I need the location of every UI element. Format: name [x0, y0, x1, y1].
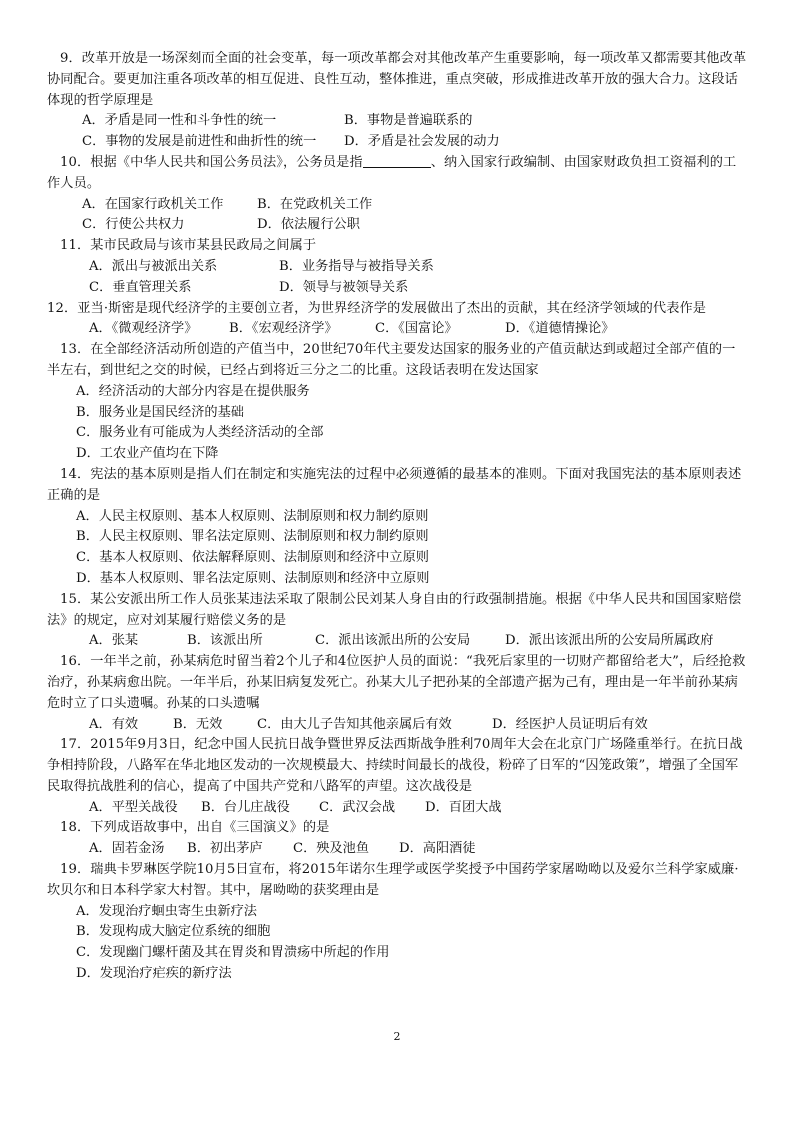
question-stem: 17．2015年9月3日，纪念中国人民抗日战争暨世界反法西斯战争胜利70周年大会在北京门广场隆重举行。在抗日战争相持阶段，八路军在华北地区发动的一次规模最大、持续时间最长的战役，粉碎了日军的“囚笼政策”，增强了全国军民取得抗战胜利的信心，提高了中国共产党和八路军的声望。这次战役是	[47, 737, 743, 794]
options-row	[47, 132, 747, 153]
page-number: 2	[393, 1030, 401, 1043]
question-stem: 13．在全部经济活动所创造的产值当中，20世纪70年代主要发达国家的服务业的产值贡献达到或超过全部产值的一半左右，到世纪之交的时候，已经占到将近三分之二的比重。这段话表明在发达国家	[47, 342, 736, 378]
question-17	[47, 735, 747, 818]
option-d: D．基本人权原则、罪名法定原则、法制原则和经济中立原则	[76, 570, 430, 586]
option-a: A．人民主权原则、基本人权原则、法制原则和权力制约原则	[76, 508, 429, 524]
option-d: D．工农业产值均在下降	[76, 446, 219, 462]
option-b: B．初出茅庐	[187, 841, 263, 857]
question-list	[47, 49, 747, 985]
option-d: D．领导与被领导关系	[279, 279, 409, 295]
question-19	[47, 860, 747, 985]
options-row	[47, 715, 747, 736]
option-b: B．在党政机关工作	[257, 196, 373, 212]
option-b: B．台儿庄战役	[201, 799, 290, 815]
option-d: D．经医护人员证明后有效	[492, 716, 648, 732]
question-13	[47, 340, 747, 465]
question-stem: 18．下列成语故事中，出自《三国演义》的是	[60, 820, 330, 836]
question-stem: 9．改革开放是一场深刻而全面的社会变革，每一项改革都会对其他改革产生重要影响，每一项改革又都需要其他改革协同配合。要更加注重各项改革的相互促进、良性互动，整体推进，重点突破，形成推进改革开放的强大合力。这段话体现的哲学原理是	[47, 51, 747, 108]
options-row	[47, 631, 747, 652]
question-stem: 14．宪法的基本原则是指人们在制定和实施宪法的过程中必须遵循的最基本的准则。下面对我国宪法的基本原则表述正确的是	[47, 466, 742, 503]
question-11	[47, 236, 747, 298]
question-stem: 12．亚当·斯密是现代经济学的主要创立者，为世界经济学的发展做出了杰出的贡献，其在经济学领域的代表作是	[47, 300, 707, 316]
option-c: C．武汉会战	[319, 799, 396, 815]
option-b: B．发现构成大脑定位系统的细胞	[76, 924, 271, 940]
question-stem: 11．某市民政局与该市某县民政局之间属于	[60, 238, 317, 254]
option-c: C．《国富论》	[375, 321, 458, 337]
question-14	[47, 465, 747, 590]
options-row	[47, 257, 747, 278]
option-c: C．殃及池鱼	[293, 841, 370, 857]
option-a: A．派出与被派出关系	[89, 258, 218, 274]
options-row	[47, 195, 747, 216]
options-row	[47, 215, 747, 236]
question-stem: 19．瑞典卡罗琳医学院10月5日宣布，将2015年诺尔生理学或医学奖授予中国药学家屠呦呦以及爱尔兰科学家威廉·坎贝尔和日本科学家大村智。其中，屠呦呦的获奖理由是	[47, 862, 739, 898]
option-a: A．平型关战役	[89, 799, 178, 815]
option-a: A．固若金汤	[89, 841, 165, 857]
option-c: C．发现幽门螺杆菌及其在胃炎和胃溃疡中所起的作用	[76, 945, 390, 961]
question-stem	[47, 153, 747, 195]
question-10	[47, 153, 747, 236]
options-list	[47, 382, 747, 465]
stem-part-2: 、纳入国家行政编制、由国家财政负担工资福利的工作人员。	[47, 154, 737, 191]
option-c: C．行使公共权力	[82, 217, 185, 233]
option-c: C．由大儿子告知其他亲属后有效	[257, 716, 452, 732]
options-row	[47, 798, 747, 819]
question-16	[47, 652, 747, 735]
option-b: B．业务指导与被指导关系	[279, 258, 434, 274]
options-list	[47, 507, 747, 590]
option-d: D．发现治疗疟疾的新疗法	[76, 966, 232, 982]
option-b: B．无效	[173, 716, 223, 732]
option-d: D．依法履行公职	[257, 217, 360, 233]
option-a: A．《微观经济学》	[89, 321, 198, 337]
option-c: C．服务业有可能成为人类经济活动的全部	[76, 425, 324, 441]
option-d: D．百团大战	[425, 799, 502, 815]
stem-part-1: 10．根据《中华人民共和国公务员法》，公务员是指	[60, 154, 363, 170]
option-c: C．基本人权原则、依法解释原则、法制原则和经济中立原则	[76, 550, 429, 566]
options-row	[47, 319, 747, 340]
option-c: C．派出该派出所的公安局	[315, 633, 471, 649]
question-15	[47, 590, 747, 652]
option-b: B．《宏观经济学》	[229, 321, 338, 337]
option-a: A．有效	[89, 716, 139, 732]
option-c: C．垂直管理关系	[89, 279, 192, 295]
answer-blank	[363, 153, 431, 168]
option-b: B．事物是普遍联系的	[344, 113, 473, 129]
option-a: A．在国家行政机关工作	[82, 196, 224, 212]
option-b: B．服务业是国民经济的基础	[76, 404, 244, 420]
options-list	[47, 902, 747, 985]
option-b: B．人民主权原则、罪名法定原则、法制原则和权力制约原则	[76, 529, 429, 545]
option-a: A．矛盾是同一性和斗争性的统一	[82, 113, 277, 129]
options-row	[47, 839, 747, 860]
option-d: D．《道德情操论》	[505, 321, 615, 337]
question-stem: 15．某公安派出所工作人员张某违法采取了限制公民刘某人身自由的行政强制措施。根据《中华人民共和国国家赔偿法》的规定，应对刘某履行赔偿义务的是	[47, 591, 742, 628]
option-d: D．派出该派出所的公安局所属政府	[505, 633, 714, 649]
question-9	[47, 49, 747, 153]
options-row	[47, 278, 747, 299]
question-18	[47, 818, 747, 860]
option-d: D．高阳酒徒	[399, 841, 476, 857]
option-a: A．张某	[89, 633, 139, 649]
options-row	[47, 111, 747, 132]
option-d: D．矛盾是社会发展的动力	[344, 134, 500, 150]
option-b: B．该派出所	[187, 633, 263, 649]
question-stem: 16．一年半之前，孙某病危时留当着2个儿子和4位医护人员的面说：“我死后家里的一切财产都留给老大”，后经抢救治疗，孙某病愈出院。一年半后，孙某旧病复发死亡。孙某大儿子把孙某的全部遗产据为己有，理由是一年半前孙某病危时立了口头遗嘱。孙某的口头遗嘱	[47, 654, 746, 711]
question-12	[47, 299, 747, 341]
option-c: C．事物的发展是前进性和曲折性的统一	[82, 134, 317, 150]
option-a: A．经济活动的大部分内容是在提供服务	[76, 383, 310, 399]
option-a: A．发现治疗蛔虫寄生虫新疗法	[76, 903, 257, 919]
